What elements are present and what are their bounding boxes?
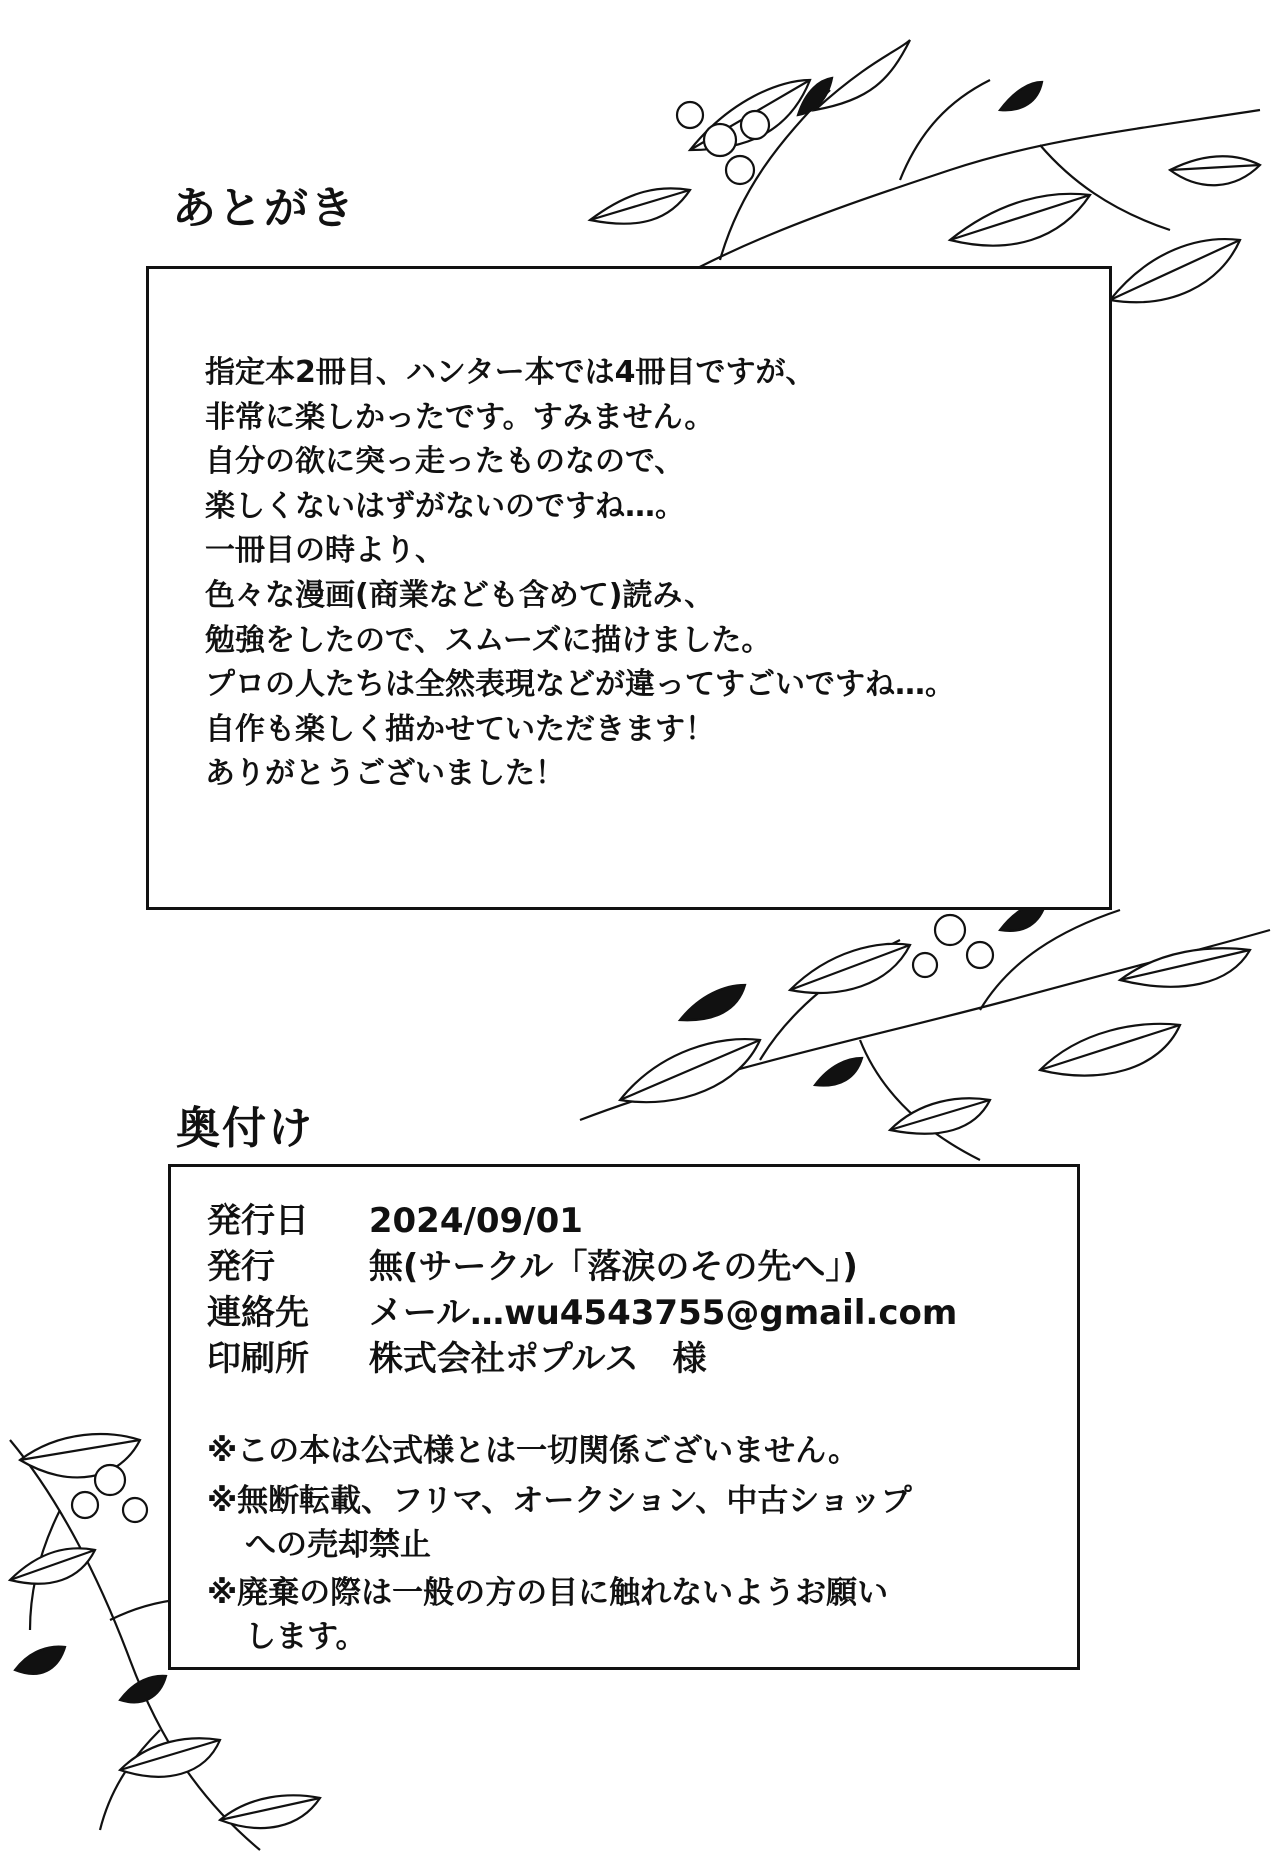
colophon-value: メール…wu4543755@gmail.com <box>368 1293 958 1333</box>
afterword-line: 自分の欲に突っ走ったものなので、 <box>205 444 685 480</box>
note-line: します。 <box>245 1619 367 1655</box>
colophon-heading: 奥付け <box>176 1103 314 1154</box>
colophon-label: 発行日 <box>207 1201 309 1241</box>
afterword-line: 色々な漫画(商業なども含めて)読み、 <box>205 577 715 613</box>
note-line: ※この本は公式様とは一切関係ございません。 <box>207 1433 859 1469</box>
colophon-value: 株式会社ポプルス 様 <box>368 1339 707 1379</box>
colophon-label: 連絡先 <box>207 1293 309 1333</box>
afterword-line: 自作も楽しく描かせていただきます！ <box>205 711 715 747</box>
colophon-value: 2024/09/01 <box>368 1201 583 1241</box>
colophon-note-disposal <box>207 1571 888 1659</box>
afterword-line: 楽しくないはずがないのですね…。 <box>205 488 685 524</box>
afterword-line: プロの人たちは全然表現などが違ってすごいですね…。 <box>205 667 955 703</box>
afterword-line: 非常に楽しかったです。すみません。 <box>205 399 715 435</box>
colophon-row-printer <box>207 1331 706 1380</box>
afterword-line: 指定本2冊目、ハンター本では4冊目ですが、 <box>205 355 816 390</box>
colophon-box <box>168 1164 1080 1670</box>
colophon-label: 発行 <box>207 1247 275 1287</box>
afterword-line: 勉強をしたので、スムーズに描けました。 <box>205 622 772 658</box>
afterword-text <box>205 351 955 797</box>
rose-branch-illustration-middle <box>560 870 1280 1200</box>
colophon-row-publisher <box>207 1239 858 1288</box>
colophon-note-official <box>207 1429 859 1473</box>
colophon-row-contact <box>207 1285 957 1334</box>
colophon-value: 無(サークル「落涙のその先へ」) <box>368 1247 858 1287</box>
afterword-line: ありがとうございました！ <box>205 756 565 792</box>
colophon-label: 印刷所 <box>207 1339 309 1379</box>
afterword-heading: あとがき <box>172 183 356 234</box>
colophon-note-resale <box>207 1479 912 1567</box>
colophon-row-issue-date <box>207 1193 583 1242</box>
note-line: ※廃棄の際は一般の方の目に触れないようお願い <box>207 1575 889 1611</box>
note-line: への売却禁止 <box>245 1527 431 1563</box>
afterword-line: 一冊目の時より、 <box>205 533 445 569</box>
note-line: ※無断転載、フリマ、オークション、中古ショップ <box>207 1483 912 1519</box>
afterword-box <box>146 266 1112 910</box>
